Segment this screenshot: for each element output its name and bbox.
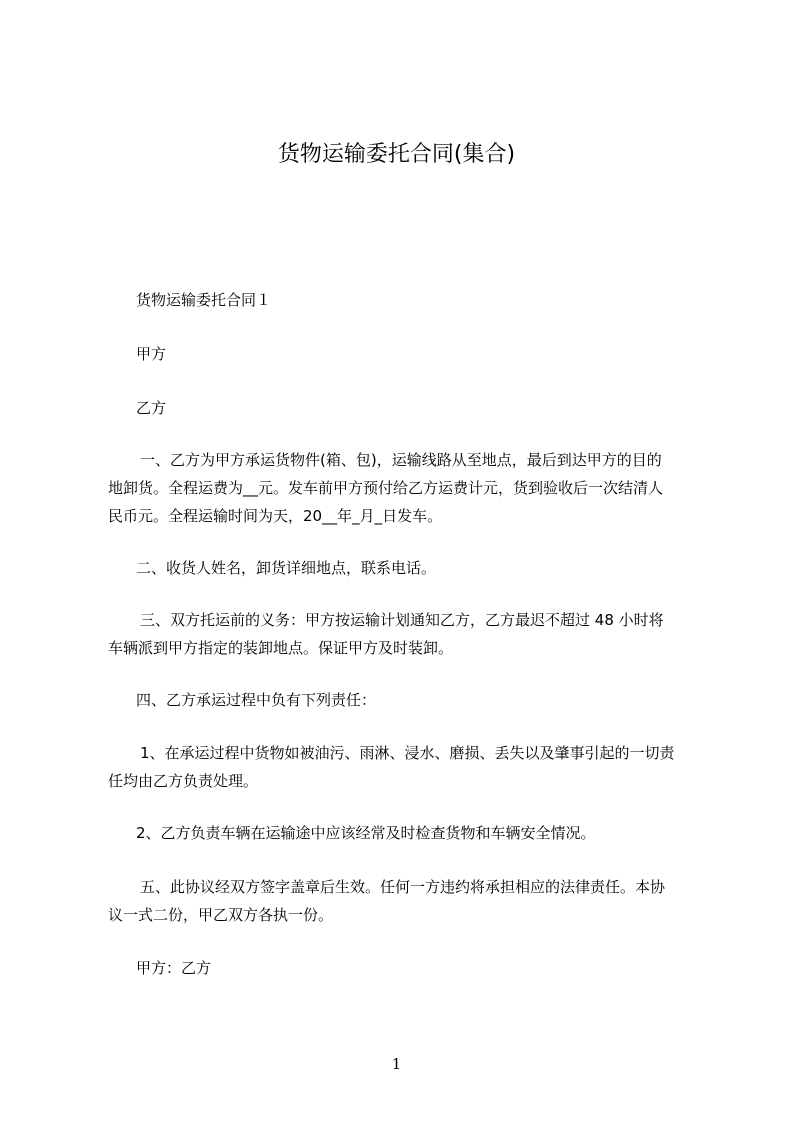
document-title: 货物运输委托合同(集合) xyxy=(277,142,516,167)
signature-line xyxy=(108,954,708,982)
clause-5-line-1: 五、此协议经双方签字盖章后生效。任何一方违约将承担相应的法律责任。本协 xyxy=(140,878,666,896)
clause-4 xyxy=(108,686,708,714)
party-a-text: 甲方 xyxy=(136,345,167,363)
clause-1-line-1: 一、乙方为甲方承运货物件(箱、包)，运输线路从至地点，最后到达甲方的目的 xyxy=(140,451,662,469)
clause-2 xyxy=(108,554,708,582)
party-a-label xyxy=(108,340,708,368)
clause-4-1-line-1: 1、在承运过程中货物如被油污、雨淋、浸水、磨损、丢失以及肇事引起的一切责 xyxy=(140,744,675,762)
page-number: 1 xyxy=(391,1055,402,1073)
clause-4-text: 四、乙方承运过程中负有下列责任： xyxy=(136,691,377,709)
clause-1 xyxy=(108,446,708,530)
clause-3-line-1: 三、双方托运前的义务：甲方按运输计划通知乙方，乙方最迟不超过 48 小时将 xyxy=(140,611,664,629)
clause-1-line-2: 地卸货。全程运费为__元。发车前甲方预付给乙方运费计元，货到验收后一次结清人 xyxy=(108,479,664,497)
party-b-text: 乙方 xyxy=(136,399,167,417)
clause-5-line-2: 议一式二份，甲乙双方各执一份。 xyxy=(108,906,334,924)
clause-3-line-2: 车辆派到甲方指定的装卸地点。保证甲方及时装卸。 xyxy=(108,639,454,657)
clause-4-2 xyxy=(108,819,708,847)
subtitle-text: 货物运输委托合同１ xyxy=(136,291,272,309)
clause-4-1-line-2: 任均由乙方负责处理。 xyxy=(108,772,259,790)
contract-subtitle xyxy=(108,286,708,314)
clause-2-text: 二、收货人姓名，卸货详细地点，联系电话。 xyxy=(136,559,437,577)
clause-5 xyxy=(108,873,708,929)
party-b-label xyxy=(108,394,708,422)
clause-4-2-text: 2、乙方负责车辆在运输途中应该经常及时检查货物和车辆安全情况。 xyxy=(136,824,596,842)
signature-text: 甲方：乙方 xyxy=(136,959,212,977)
clause-1-line-3: 民币元。全程运输时间为天，20__年_月_日发车。 xyxy=(108,507,443,525)
clause-3 xyxy=(108,606,708,662)
clause-4-1 xyxy=(108,739,708,795)
